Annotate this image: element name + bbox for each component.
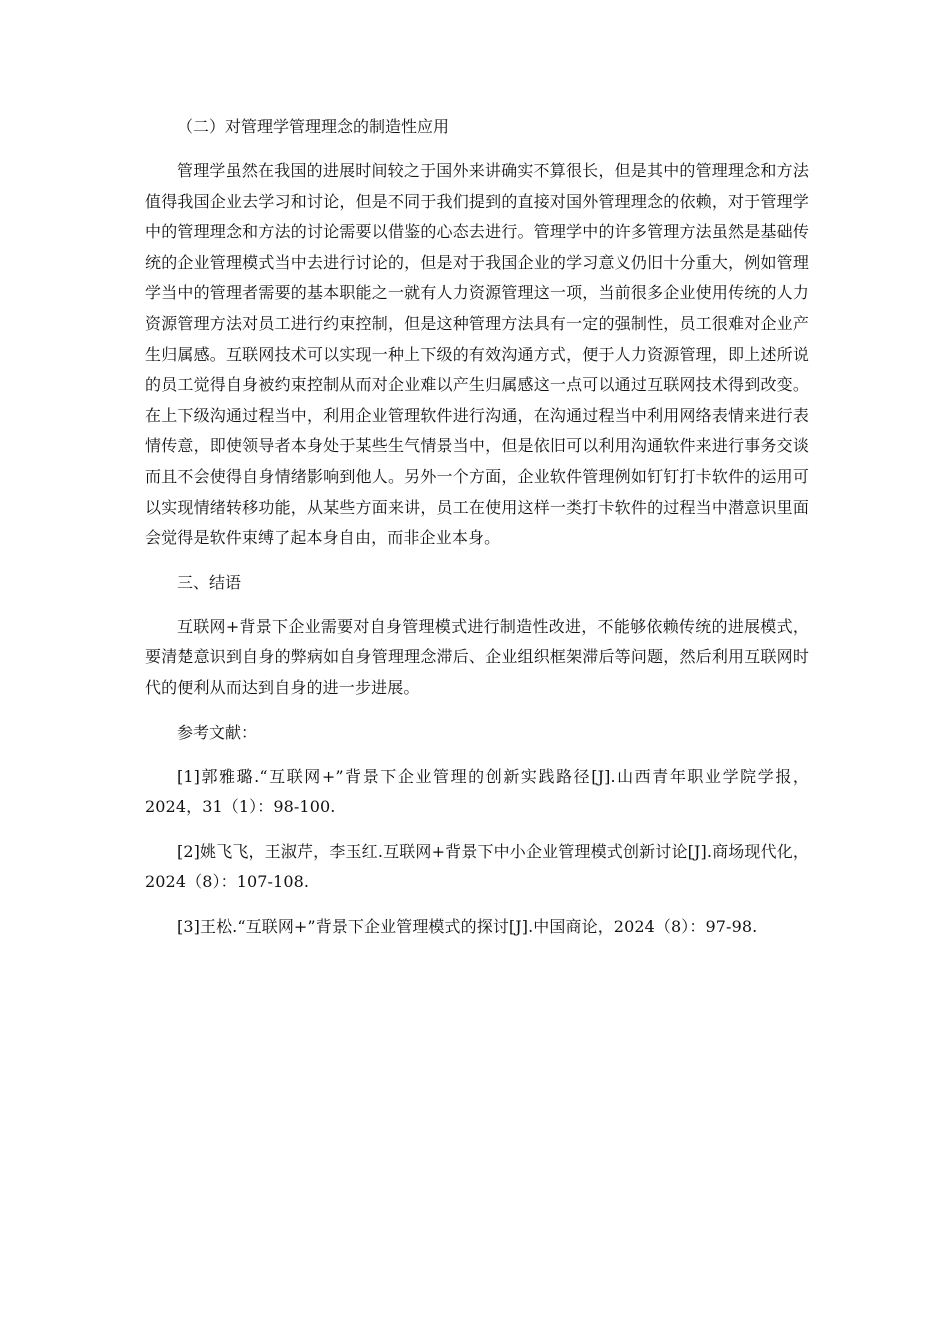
reference-item: [1]郭雅璐.“互联网+”背景下企业管理的创新实践路径[J].山西青年职业学院学报，2024，31（1）：98-100. xyxy=(145,766,809,817)
body-paragraph: 管理学虽然在我国的进展时间较之于国外来讲确实不算很长，但是其中的管理理念和方法值得我国企业去学习和讨论，但是不同于我们提到的直接对国外管理理念的依赖，对于管理学中的管理理念和方法的讨论需要以借鉴的心态去进行。管理学中的许多管理方法虽然是基础传统的企业管理模式当中去进行讨论的，但是对于我国企业的学习意义仍旧十分重大，例如管理学当中的管理者需要的基本职能之一就有人力资源管理这一项，当前很多企业使用传统的人力资源管理方法对员工进行约束控制，但是这种管理方法具有一定的强制性，员工很难对企业产生归属感。互联网技术可以实现一种上下级的有效沟通方式，便于人力资源管理，即上述所说的员工觉得自身被约束控制从而对企业难以产生归属感这一点可以通过互联网技术得到改变。在上下级沟通过程当中，利用企业管理软件进行沟通，在沟通过程当中利用网络表情来进行表情传意，即使领导者本身处于某些生气情景当中，但是依旧可以利用沟通软件来进行事务交谈而且不会使得自身情绪影响到他人。另外一个方面，企业软件管理例如钉钉打卡软件的运用可以实现情绪转移功能，从某些方面来讲，员工在使用这样一类打卡软件的过程当中潜意识里面会觉得是软件束缚了起本身自由，而非企业本身。 xyxy=(145,161,809,548)
document-page xyxy=(145,112,809,956)
section-heading: （二）对管理学管理理念的制造性应用 xyxy=(177,117,450,136)
conclusion-paragraph: 互联网+背景下企业需要对自身管理模式进行制造性改进，不能够依赖传统的进展模式，要清楚意识到自身的弊病如自身管理理念滞后、企业组织框架滞后等问题，然后利用互联网时代的便利从而达到自身的进一步进展。 xyxy=(145,616,809,697)
reference-item: [2]姚飞飞，王淑芹，李玉红.互联网+背景下中小企业管理模式创新讨论[J].商场现代化，2024（8）：107-108. xyxy=(145,841,809,892)
reference-item: [3]王松.“互联网+”背景下企业管理模式的探讨[J].中国商论，2024（8）：97-98. xyxy=(177,916,758,936)
conclusion-heading: 三、结语 xyxy=(177,572,242,592)
references-heading: 参考文献： xyxy=(177,722,258,742)
